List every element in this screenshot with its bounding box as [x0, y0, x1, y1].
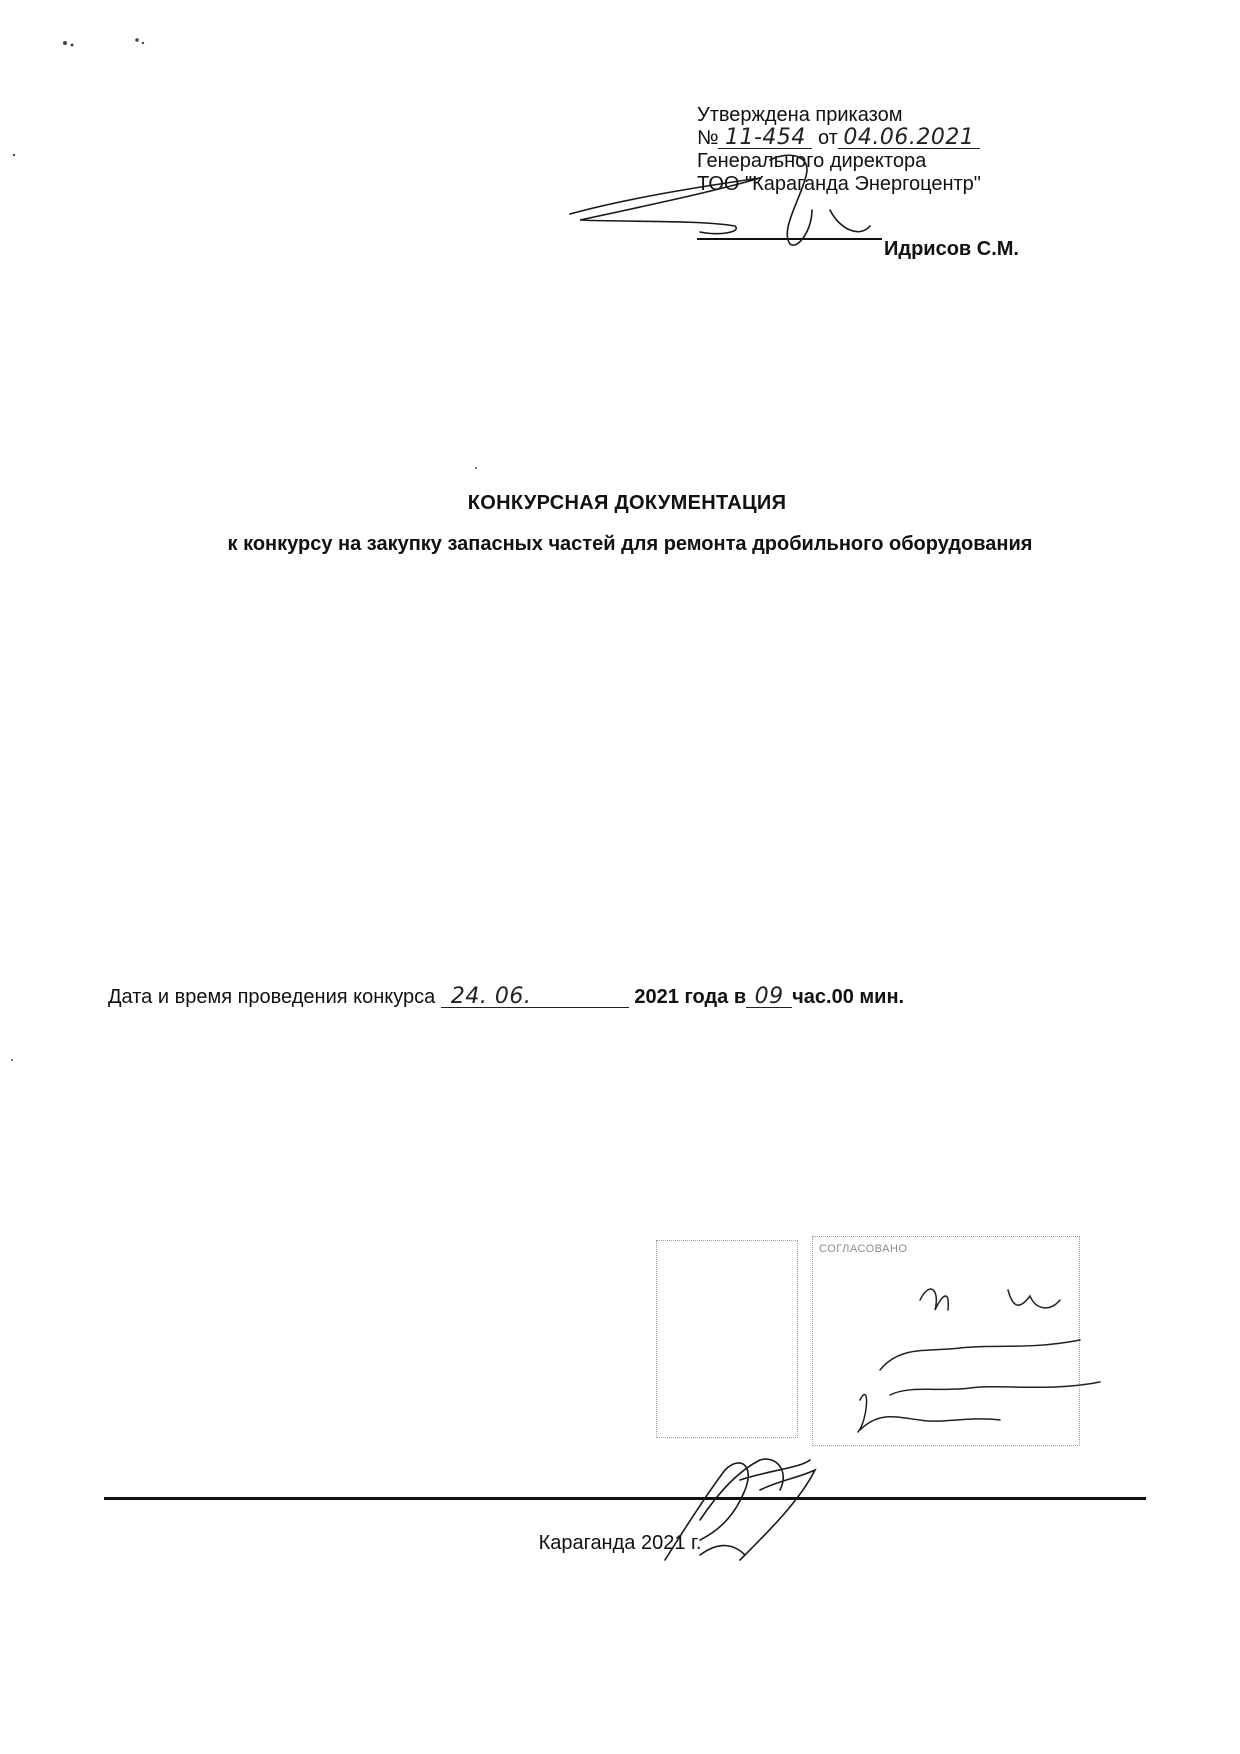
approval-line-3: Генерального директора	[697, 150, 927, 172]
approval-order-line	[697, 127, 1117, 150]
contest-datetime-label: Дата и время проведения конкурса	[108, 986, 436, 1008]
contest-date-value: 24. 06.	[441, 987, 629, 1008]
approval-line-1: Утверждена приказом	[697, 104, 903, 126]
order-date-prefix: от	[818, 127, 838, 149]
signatory-name: Идрисов С.М.	[884, 238, 1019, 260]
approval-stamp-left	[656, 1240, 798, 1438]
contest-hour-value: 09	[746, 987, 792, 1008]
approval-stamp-right	[812, 1236, 1080, 1446]
city-year: Караганда 2021 г.	[538, 1532, 702, 1554]
stamp-header: СОГЛАСОВАНО	[819, 1243, 908, 1255]
approval-block	[697, 104, 1117, 196]
signature-line	[697, 238, 882, 240]
document-title: КОНКУРСНАЯ ДОКУМЕНТАЦИЯ	[467, 492, 787, 514]
contest-time-suffix: час.00 мин.	[792, 986, 905, 1008]
order-date-value: 04.06.2021	[838, 128, 980, 149]
approval-line-4: ТОО "Караганда Энергоцентр"	[697, 173, 981, 195]
bottom-rule	[104, 1497, 1146, 1500]
contest-year-text: 2021 года в	[634, 986, 747, 1008]
document-subtitle: к конкурсу на закупку запасных частей для ремонта дробильного оборудования	[227, 533, 1033, 555]
order-number-prefix: №	[697, 127, 719, 149]
contest-datetime-line	[108, 986, 904, 1009]
order-number-value: 11-454	[718, 128, 812, 149]
